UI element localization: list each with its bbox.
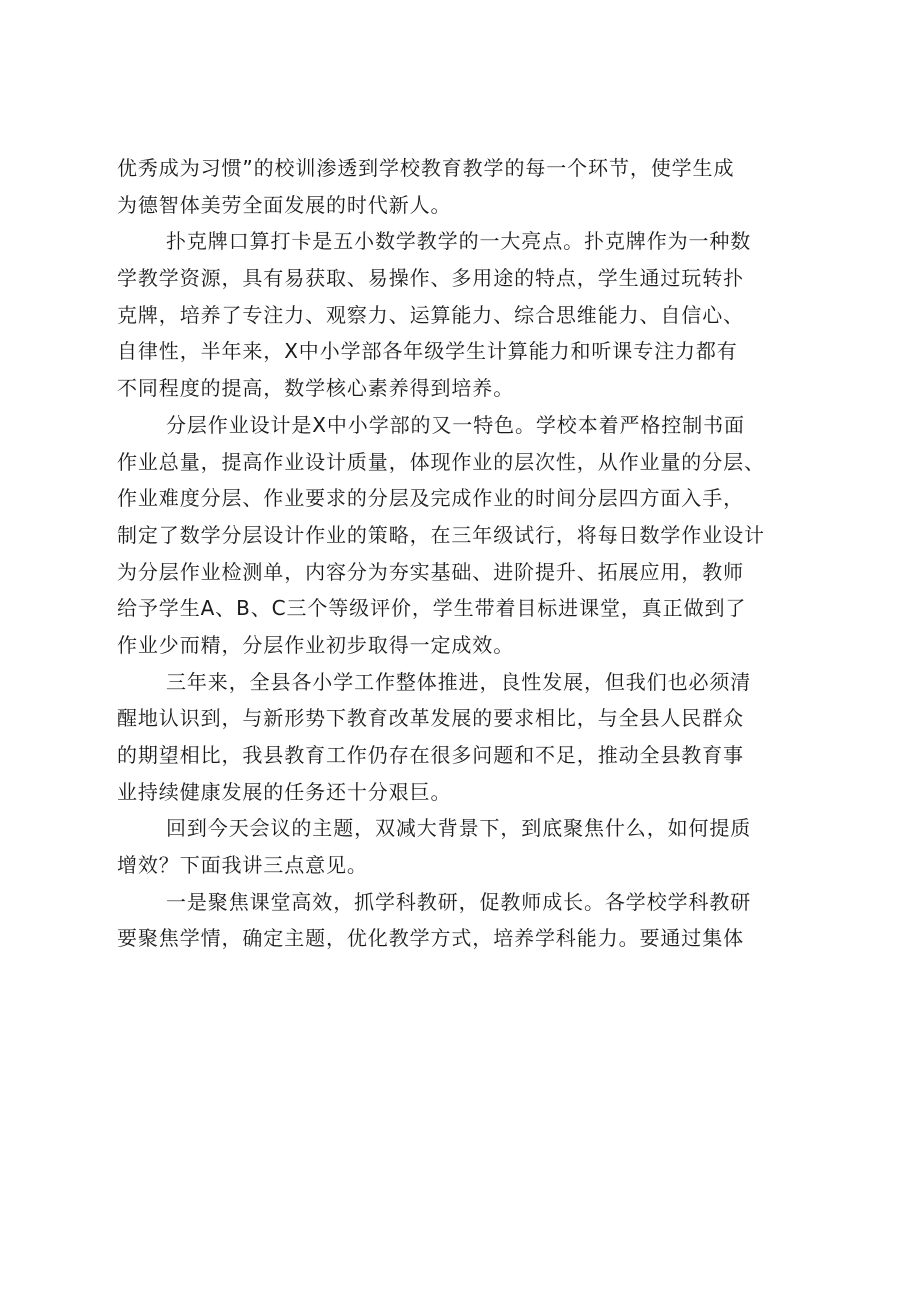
text-line: 分层作业设计是X中小学部的又一特色。学校本着严格控制书面	[166, 412, 745, 437]
text-line: 给予学生A、B、C三个等级评价，学生带着目标进课堂，真正做到了	[117, 596, 747, 621]
paragraph-poker-arithmetic	[117, 223, 822, 406]
text-line: 一是聚焦课堂高效，抓学科教研，促教师成长。各学校学科教研	[166, 889, 752, 914]
text-line: 制定了数学分层设计作业的策略，在三年级试行，将每日数学作业设计	[117, 522, 765, 547]
text-line: 作业难度分层、作业要求的分层及完成作业的时间分层四方面入手，	[117, 486, 744, 511]
text-line: 扑克牌口算打卡是五小数学教学的一大亮点。扑克牌作为一种数	[166, 229, 752, 254]
document-body	[117, 150, 822, 957]
text-line: 三年来，全县各小学工作整体推进，良性发展，但我们也必须清	[166, 669, 752, 694]
paragraph-meeting-theme	[117, 810, 822, 883]
text-line: 作业总量，提高作业设计质量，体现作业的层次性，从作业量的分层、	[117, 449, 765, 474]
text-line: 业持续健康发展的任务还十分艰巨。	[117, 779, 452, 804]
text-line: 为分层作业检测单，内容分为夯实基础、进阶提升、拓展应用，教师	[117, 559, 744, 584]
text-line: 学教学资源，具有易获取、易操作、多用途的特点，学生通过玩转扑	[117, 266, 744, 291]
paragraph-continuation	[117, 150, 822, 223]
paragraph-three-years	[117, 664, 822, 811]
paragraph-layered-homework	[117, 407, 822, 664]
paragraph-point-one	[117, 884, 822, 957]
text-line: 为德智体美劳全面发展的时代新人。	[117, 192, 452, 217]
text-line: 不同程度的提高，数学核心素养得到培养。	[117, 376, 515, 401]
text-line: 醒地认识到，与新形势下教育改革发展的要求相比，与全县人民群众	[117, 706, 744, 731]
text-line: 作业少而精，分层作业初步取得一定成效。	[117, 632, 515, 657]
text-line: 要聚焦学情，确定主题，优化教学方式，培养学科能力。要通过集体	[117, 926, 744, 951]
text-line: 的期望相比，我县教育工作仍存在很多问题和不足，推动全县教育事	[117, 743, 744, 767]
text-line: 增效？下面我讲三点意见。	[117, 853, 368, 878]
text-line: 回到今天会议的主题，双减大背景下，到底聚焦什么，如何提质	[166, 816, 752, 841]
text-line: 克牌，培养了专注力、观察力、运算能力、综合思维能力、自信心、	[117, 302, 744, 327]
text-line: 优秀成为习惯”的校训渗透到学校教育教学的每一个环节，使学生成	[117, 156, 735, 180]
text-line: 自律性，半年来，X中小学部各年级学生计算能力和听课专注力都有	[117, 339, 738, 364]
